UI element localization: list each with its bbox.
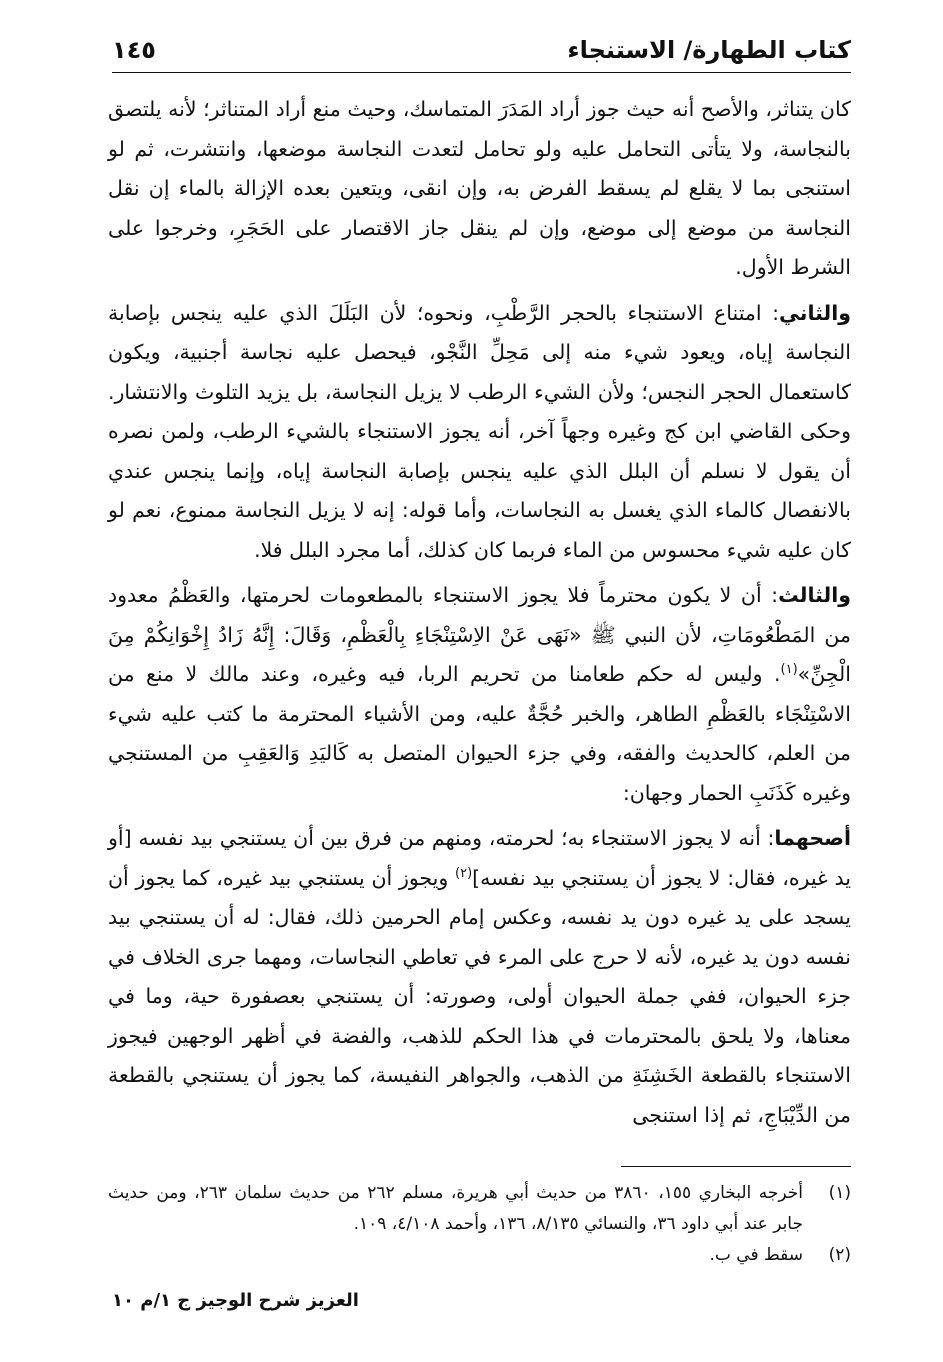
paragraph: [108, 90, 851, 288]
footnotes: [108, 1178, 851, 1271]
paragraph-text: : أنه لا يجوز الاستنجاء به؛ لحرمته، ومنهم من فرق بين أن يستنجي بيد نفسه [أو يد غيره، فقال: لا يجوز أن يستنجي بيد نفسه]: [108, 826, 851, 890]
footnote-number: (١): [828, 1183, 851, 1203]
footnote-ref: (٢): [455, 865, 473, 881]
paragraph-lead: والثالث: [778, 583, 851, 607]
paragraph-text: : امتناع الاستنجاء بالحجر الرَّطْبِ، ونحوه؛ لأن البَلَلَ الذي عليه ينجس بإصابة النجاسة إياه، ويعود شيء منه إلى مَحِلِّ النَّجْو، فيحصل عليه نجاسة أجنبية، ويكون كاستعمال الحجر النجس؛ ولأن الشيء الرطب لا يزيل النجاسة، بل يزيد التلوث والانتشار. وحكى القاضي ابن كج وغيره وجهاً آخر، أنه يجوز الاستنجاء بالشيء الرطب، ولمن نصره أن يقول لا نسلم أن البلل الذي عليه ينجس بإصابة النجاسة إياه، وإنما ينجس عندي بالانفصال كالماء الذي يغسل به النجاسات، وأما قوله: إنه لا يزيل النجاسة ممنوع، نعم لو كان عليه شيء محسوس من الماء فربما كان كذلك، أما مجرد البلل فلا.: [108, 300, 851, 562]
footnote-item: [108, 1178, 851, 1240]
page-header: [112, 30, 851, 70]
page-number: ١٤٥: [112, 36, 156, 64]
paragraph-text: كان يتناثر، والأصح أنه حيث جوز أراد المَدَرَ المتماسك، وحيث منع أراد المتناثر؛ لأنه يلتصق بالنجاسة، ولا يتأتى التحامل عليه ولو تحامل لتعدت النجاسة موضعها، وانتشرت، ثم لو استنجى بما لا يقلع لم يسقط الفرض به، وإن انقى، ويتعين بعده الإزالة بالماء إن نقل النجاسة من موضع إلى موضع، وإن لم ينقل جاز الاقتصار على الحَجَرِ، وخرجوا على الشرط الأول.: [108, 97, 851, 279]
footnote-ref: (١): [780, 662, 798, 678]
paragraph-text: : أن لا يكون محترماً فلا يجوز الاستنجاء بالمطعومات لحرمتها، والعَظْمُ معدود من المَطْعُومَاتِ، لأن النبي ﷺ «نَهَى عَنْ الاِسْتِنْجَاءِ بِالْعَظْمِ، وَقَالَ: إِنَّهُ زَادُ إِخْوَانِكُمْ مِنَ الْجِنِّ»: [108, 583, 851, 686]
paragraph-lead: والثاني: [779, 300, 851, 325]
footnote-text: سقط في ب.: [709, 1245, 803, 1265]
printer-signature: العزيز شرح الوجيز ج ١/م ١٠: [112, 1290, 359, 1311]
running-head: كتاب الطهارة/ الاستنجاء: [567, 36, 851, 64]
paragraph: [108, 294, 851, 571]
header-divider: [112, 72, 851, 73]
footnote-number: (٢): [828, 1245, 851, 1265]
paragraph-text-tail: . وليس له حكم طعامنا من تحريم الربا، فيه وغيره، وعند مالك لا منع من الاسْتِنْجَاء بالعَظْمِ الطاهر، والخبر حُجَّةٌ عليه، ومن الأشياء المحترمة ما كتب عليه شيء من العلم، كالحديث والفقه، وفي جزء الحيوان المتصل به كَاليَدِ وَالعَقِبِ من المستنجي وغيره كَذَنَبِ الحمار وجهان:: [108, 662, 851, 805]
footnote-item: [108, 1240, 851, 1271]
paragraph-lead: أصحهما: [774, 826, 851, 850]
footnote-text: أخرجه البخاري ١٥٥، ٣٨٦٠ من حديث أبي هريرة، مسلم ٢٦٢ من حديث سلمان ٢٦٣، ومن حديث جابر عند أبي داود ٣٦، والنسائي ٨/١٣٥، ١٣٦، وأحمد ٤/١٠٨، ١٠٩.: [108, 1183, 804, 1234]
main-text: [108, 90, 851, 1141]
paragraph-text-tail: ويجوز أن يستنجي بيد غيره، كما يجوز أن يسجد على يد غيره دون يد نفسه، وعكس إمام الحرمين ذلك، فقال: له أن يستنجي بيد نفسه دون يد غيره، لأنه لا حرج على المرء في تعاطي النجاسات، ومهما جرى الخلاف في جزء الحيوان، ففي جملة الحيوان أولى، وصورته: أن يستنجي بعصفورة حية، وما في معناها، ولا يلحق بالمحترمات في هذا الحكم للذهب، والفضة في أظهر الوجهين فيجوز الاستنجاء بالقطعة الخَشِنَةِ من الذهب، والجواهر النفيسة، كما يجوز أن يستنجي بالقطعة من الدِّيْبَاجِ، ثم إذا استنجى: [108, 865, 851, 1127]
footnote-divider: [621, 1166, 851, 1167]
paragraph: [108, 576, 851, 813]
paragraph: [108, 819, 851, 1135]
